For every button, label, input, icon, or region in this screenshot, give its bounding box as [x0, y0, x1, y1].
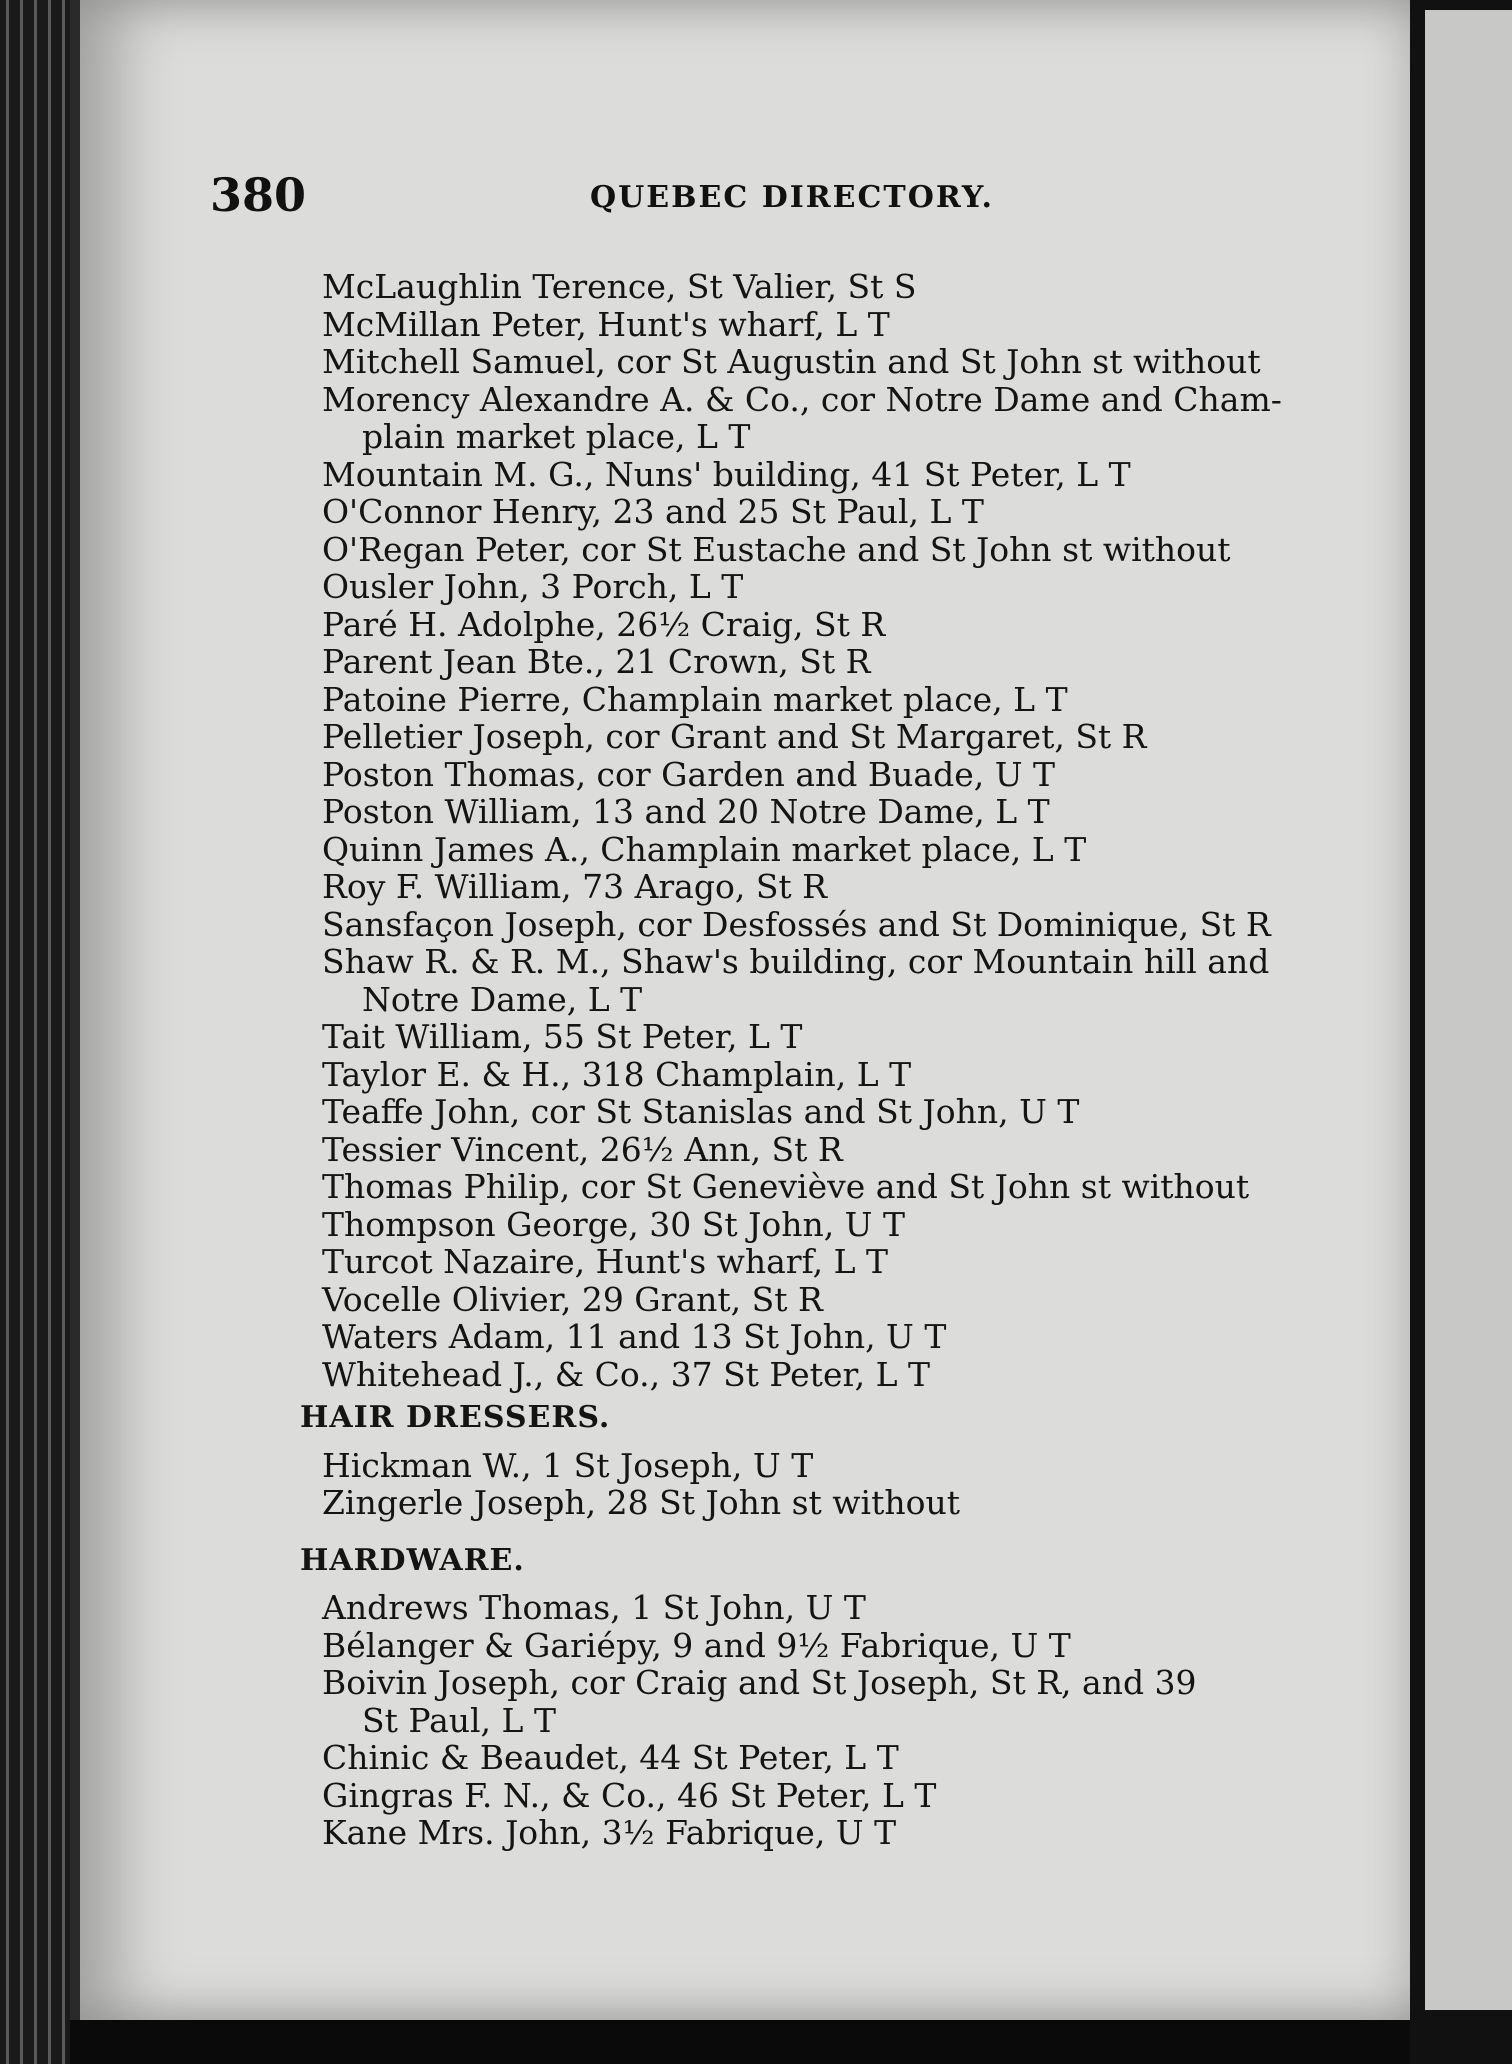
- list-item: Poston William, 13 and 20 Notre Dame, L T: [322, 792, 1050, 831]
- list-item: Chinic & Beaudet, 44 St Peter, L T: [322, 1738, 899, 1777]
- list-item-continuation: St Paul, L T: [362, 1700, 556, 1740]
- list-item: Boivin Joseph, cor Craig and St Joseph, St R, and 39: [322, 1663, 1197, 1702]
- list-item: Andrews Thomas, 1 St John, U T: [322, 1588, 866, 1627]
- list-item: Mitchell Samuel, cor St Augustin and St John st without: [322, 342, 1261, 381]
- list-item: Thomas Philip, cor St Geneviève and St John st without: [322, 1167, 1250, 1206]
- list-item: Ousler John, 3 Porch, L T: [322, 567, 744, 606]
- list-item: Taylor E. & H., 318 Champlain, L T: [322, 1054, 912, 1094]
- list-item: Sansfaçon Joseph, cor Desfossés and St Dominique, St R: [322, 904, 1271, 944]
- list-item: Pelletier Joseph, cor Grant and St Margaret, St R: [322, 717, 1147, 756]
- list-item-continuation: plain market place, L T: [362, 417, 751, 456]
- list-item: Zingerle Joseph, 28 St John st without: [322, 1483, 960, 1522]
- list-item: Kane Mrs. John, 3½ Fabrique, U T: [322, 1813, 897, 1852]
- list-item: Waters Adam, 11 and 13 St John, U T: [322, 1317, 947, 1356]
- list-item: Thompson George, 30 St John, U T: [322, 1204, 905, 1244]
- list-item: Patoine Pierre, Champlain market place, L T: [322, 679, 1068, 719]
- list-item: Bélanger & Gariépy, 9 and 9½ Fabrique, U T: [322, 1625, 1071, 1665]
- section-heading-hair-dressers: HAIR DRESSERS.: [300, 1400, 611, 1435]
- list-item: Parent Jean Bte., 21 Crown, St R: [322, 642, 871, 681]
- list-item: Whitehead J., & Co., 37 St Peter, L T: [322, 1354, 931, 1394]
- list-item: Paré H. Adolphe, 26½ Craig, St R: [322, 604, 886, 644]
- list-item: Tait William, 55 St Peter, L T: [322, 1017, 803, 1056]
- facing-page-edge: [1425, 10, 1512, 2010]
- list-item: McLaughlin Terence, St Valier, St S: [322, 267, 917, 306]
- list-item: Teaffe John, cor St Stanislas and St John, U T: [322, 1092, 1080, 1131]
- list-item: Morency Alexandre A. & Co., cor Notre Dame and Cham-: [322, 379, 1282, 419]
- list-item: Tessier Vincent, 26½ Ann, St R: [322, 1129, 843, 1169]
- list-item: Roy F. William, 73 Arago, St R: [322, 867, 828, 906]
- list-item: Hickman W., 1 St Joseph, U T: [322, 1445, 814, 1485]
- list-item: Shaw R. & R. M., Shaw's building, cor Mountain hill and: [322, 942, 1270, 981]
- page-number: 380: [210, 168, 307, 222]
- list-item: Mountain M. G., Nuns' building, 41 St Peter, L T: [322, 454, 1131, 494]
- page-header: [210, 168, 1010, 228]
- running-title: QUEBEC DIRECTORY.: [590, 180, 994, 215]
- list-item: Vocelle Olivier, 29 Grant, St R: [322, 1279, 823, 1319]
- list-item: O'Connor Henry, 23 and 25 St Paul, L T: [322, 492, 984, 531]
- book-page-edges: [0, 0, 70, 2064]
- list-item-continuation: Notre Dame, L T: [362, 979, 643, 1019]
- section-heading-hardware: HARDWARE.: [300, 1542, 525, 1578]
- list-item: O'Regan Peter, cor St Eustache and St John st without: [322, 529, 1231, 569]
- list-item: Turcot Nazaire, Hunt's wharf, L T: [322, 1242, 889, 1281]
- list-item: Gingras F. N., & Co., 46 St Peter, L T: [322, 1775, 937, 1815]
- list-item: McMillan Peter, Hunt's wharf, L T: [322, 304, 890, 344]
- list-item: Quinn James A., Champlain market place, L T: [322, 829, 1087, 869]
- directory-listing: [300, 267, 1322, 1852]
- list-item: Poston Thomas, cor Garden and Buade, U T: [322, 754, 1056, 794]
